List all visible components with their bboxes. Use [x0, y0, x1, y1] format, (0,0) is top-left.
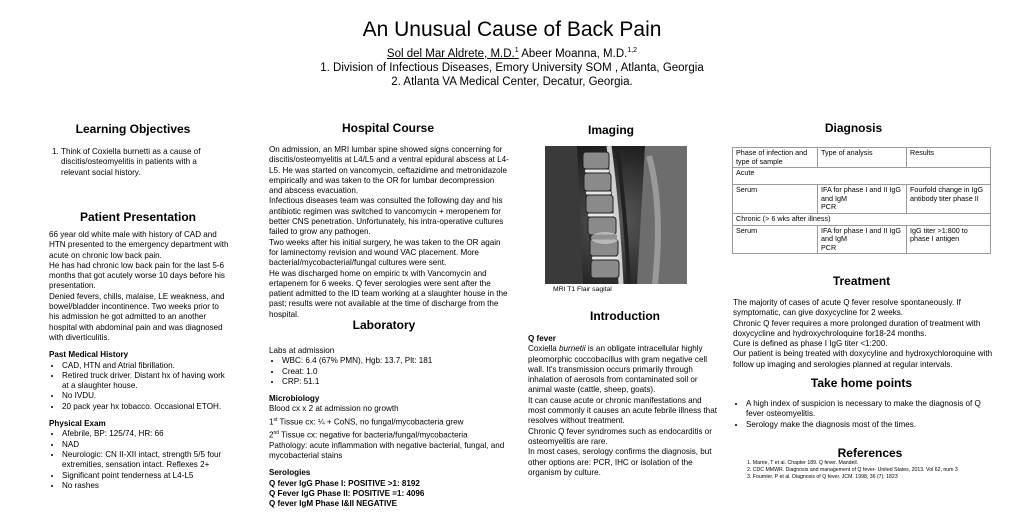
intro-text: is an obligate intracellular highly pleomorphic coccobacillus with gram negative cell wall. It's transmission occurs primarily through inhalation of aerosols from contaminated soil or animal waste (cattle, sheep, goats). It can cause acute or chronic manifestations and most commonly it causes an acute febrile illness that resolves without treatment. Chronic Q fever syndromes such as endocarditis or osteomyelitis are rare. In most cases, serology confirms the diagnosis, but other options are: PCR, IHC or isolation of the organism by culture.: [528, 344, 717, 477]
table-header-cell: Type of analysis: [818, 148, 907, 168]
hospital-course-text: On admission, an MRI lumbar spine showed signs concerning for discitis/osteomyelitis at L4/L5 and a ventral epidural abscess at L4-L5. He was started on vancomycin, ceftazidime and metronidazole empirically and was taken to the OR for lumbar decompression and abscess evacuation. Infectious diseases team was consulted the following day and his antibiotic regimen was switched to vancomycin + meropenem for better CNS penetration. Unfortunately, his intra-operative cultures failed to grow any pathogen. Two weeks after his initial surgery, he was taken to the OR again for laminectomy revision and wound VAC placement. More bacterial/mycobacterial/fungal cultures were sent. He was discharged home on empiric tx with Vancomycin and ertapenem for 6 weeks. Q fever serologies were sent after the patient admitted to the ID team working at a slaughter house in the past; results were not available at the time of discharge from the hospital.: [269, 145, 509, 319]
table-cell: IFA for phase I and II IgG and IgM PCR: [818, 185, 907, 214]
treatment-text: The majority of cases of acute Q fever resolve spontaneously. If symptomatic, can give doxycycline for 2 weeks. Chronic Q fever requires a more prolonged duration of treatment with doxycycline and hydroxychroloquine for18-24 months. Cure is defined as phase I IgG titer <1:200. Our patient is being treated with doxycyline and hydroxychloroquine with follow up imaging and serologies planned at regular intervals.: [733, 298, 993, 369]
presentation-paragraph: 66 year old white male with history of CAD and HTN presented to the emergency department with acute on chronic low back pain. He has had chronic low back pain for the last 5-6 months that got acutely worse 10 days before his presentation. Denied fevers, chills, malaise, LE weakness, and bowel/bladder incontinence. Two weeks prior to his admission he got admitted to an another hospital with abdominal pain and was diagnosed with diverticulitis.: [49, 230, 229, 342]
mri-spine-illustration: [545, 146, 687, 284]
table-cell: IgG titer >1:800 to phase I antigen: [907, 225, 991, 254]
references-list: [747, 460, 997, 481]
poster-title: An Unusual Cause of Back Pain: [362, 18, 662, 41]
labs-admission: Labs at admission: [269, 346, 335, 355]
pmh-heading: Past Medical History: [49, 350, 129, 360]
reference-item: 3. Fournier, P et al. Diagnosis of Q fever. JCM. 1998, 36 (7): 1823: [747, 474, 898, 480]
take-home-heading: Take home points: [810, 376, 913, 390]
author-1-name: Sol del Mar Aldrete, M.D.: [386, 47, 515, 60]
laboratory: [269, 346, 505, 510]
exam-item: • NAD: [62, 440, 231, 450]
exam-item: • Neurologic: CN II-XII intact, strength 5/5 four extremities, sensation intact. Reflexes 2+: [62, 450, 231, 471]
laboratory-heading: Laboratory: [352, 318, 416, 332]
author-2: Abeer Moanna, M.D.: [518, 47, 628, 60]
table-cell: Serum: [733, 225, 818, 254]
learning-objectives: [48, 147, 216, 178]
table-header-row: [733, 148, 991, 168]
table-cell: Acute: [733, 168, 991, 185]
micro-text: Tissue cx: negative for bacteria/fungal/mycobacteria: [279, 430, 468, 440]
reference-item: 1. Marrie, T et al. Chapter 189. Q fever. Mandell.: [747, 460, 859, 466]
micro-text: Tissue cx: ¼ + CoNS, no fungal/mycobacteria grew: [277, 417, 464, 427]
microbiology-heading: Microbiology: [269, 394, 320, 404]
take-home-item: • A high index of suspicion is necessary to make the diagnosis of Q fever osteomyelitis.: [746, 399, 995, 420]
intro-subheading: Q fever: [528, 334, 556, 343]
treatment-heading: Treatment: [832, 274, 891, 288]
exam-item: • Afebrile, BP: 125/74, HR: 66: [62, 429, 231, 439]
ordinal-sup: nd: [273, 429, 280, 436]
author-1: [387, 48, 519, 60]
serology-line: Q fever IgG Phase I: POSITIVE >1: 8192: [269, 478, 420, 488]
diagnosis-heading: Diagnosis: [824, 121, 883, 135]
micro-line: Blood cx x 2 at admission no growth: [269, 404, 399, 414]
introduction-heading: Introduction: [590, 309, 660, 323]
diagnosis-table: [732, 147, 991, 254]
pmh-list: [49, 361, 231, 412]
ordinal-sup: st: [273, 416, 278, 423]
serology-line: Q fever IgM Phase I&II NEGATIVE: [269, 499, 398, 509]
exam-heading: Physical Exam: [49, 419, 106, 429]
table-cell: Serum: [733, 185, 818, 214]
table-header-cell: Phase of infection and type of sample: [733, 148, 818, 168]
authors-block: [0, 44, 1024, 89]
take-home-item: • Serology make the diagnosis most of the times.: [746, 420, 995, 430]
pmh-item: • CAD, HTN and Atrial fibrillation.: [62, 361, 231, 371]
micro-line: Pathology: acute inflammation with negative bacterial, fungal, and mycobacterial stains: [269, 440, 505, 461]
imaging-caption: MRI T1 Flair sagital: [553, 286, 612, 293]
diagnosis-table-wrap: [732, 147, 991, 254]
intro-pre: Coxiella: [528, 344, 560, 354]
table-row: [733, 213, 991, 225]
pmh-item: • No IVDU.: [62, 391, 231, 401]
table-row: [733, 168, 991, 185]
reference-item: 2. CDC MMWR. Diagnosis and management of Q fever- United States, 2013. Vol 62, num 3: [747, 467, 958, 473]
micro-line: 1st Tissue cx: ¼ + CoNS, no fungal/mycobacteria grew: [269, 416, 464, 427]
patient-presentation: [49, 230, 231, 491]
author-line: [0, 44, 1024, 61]
table-row: [733, 185, 991, 214]
introduction: [528, 334, 720, 478]
table-cell: IFA for phase I and II IgG and IgM PCR: [818, 225, 907, 254]
lab-item: • Creat: 1.0: [282, 367, 505, 377]
labs-list: [269, 356, 505, 387]
table-cell: Fourfold change in IgG antibody titer phase II: [907, 185, 991, 214]
exam-item: • No rashes: [62, 481, 231, 491]
table-row: [733, 225, 991, 254]
lab-item: • CRP: 51.1: [282, 377, 505, 387]
patient-presentation-heading: Patient Presentation: [79, 210, 197, 224]
table-header-cell: Results: [907, 148, 991, 168]
serologies-heading: Serologies: [269, 468, 311, 478]
pmh-item: • 20 pack year hx tobacco. Occasional ETOH.: [62, 402, 231, 412]
affiliation-1: 1. Division of Infectious Diseases, Emory University SOM , Atlanta, Georgia: [320, 61, 704, 74]
micro-line: 2nd Tissue cx: negative for bacteria/fungal/mycobacteria: [269, 429, 468, 440]
affiliation-2: 2. Atlanta VA Medical Center, Decatur, Georgia.: [391, 75, 633, 88]
pmh-item: • Retired truck driver. Distant hx of having work at a slaughter house.: [62, 371, 231, 392]
exam-list: [49, 429, 231, 491]
lab-item: • WBC: 6.4 (67% PMN), Hgb: 13.7, Plt: 181: [282, 356, 505, 366]
author-2-sup: 1,2: [627, 47, 638, 54]
learning-objective-item: 1. Think of Coxiella burnetti as a cause of discitis/osteomyelitis in patients with a relevant social history.: [61, 147, 216, 178]
take-home-points: [733, 399, 995, 430]
table-cell: Chronic (> 6 wks after illness): [733, 213, 991, 225]
learning-objectives-heading: Learning Objectives: [75, 122, 191, 136]
intro-italic: burnetii: [559, 344, 586, 354]
references-heading: References: [837, 446, 903, 460]
author-1-sup: 1: [514, 47, 519, 54]
exam-item: • Significant point tenderness at L4-L5: [62, 471, 231, 481]
intro-paragraph: [528, 344, 720, 478]
mri-image: [545, 146, 687, 284]
hospital-course-heading: Hospital Course: [341, 121, 434, 135]
imaging-heading: Imaging: [587, 123, 634, 137]
serology-line: Q Fever IgG Phase II: POSITIVE =1: 4096: [269, 488, 425, 498]
